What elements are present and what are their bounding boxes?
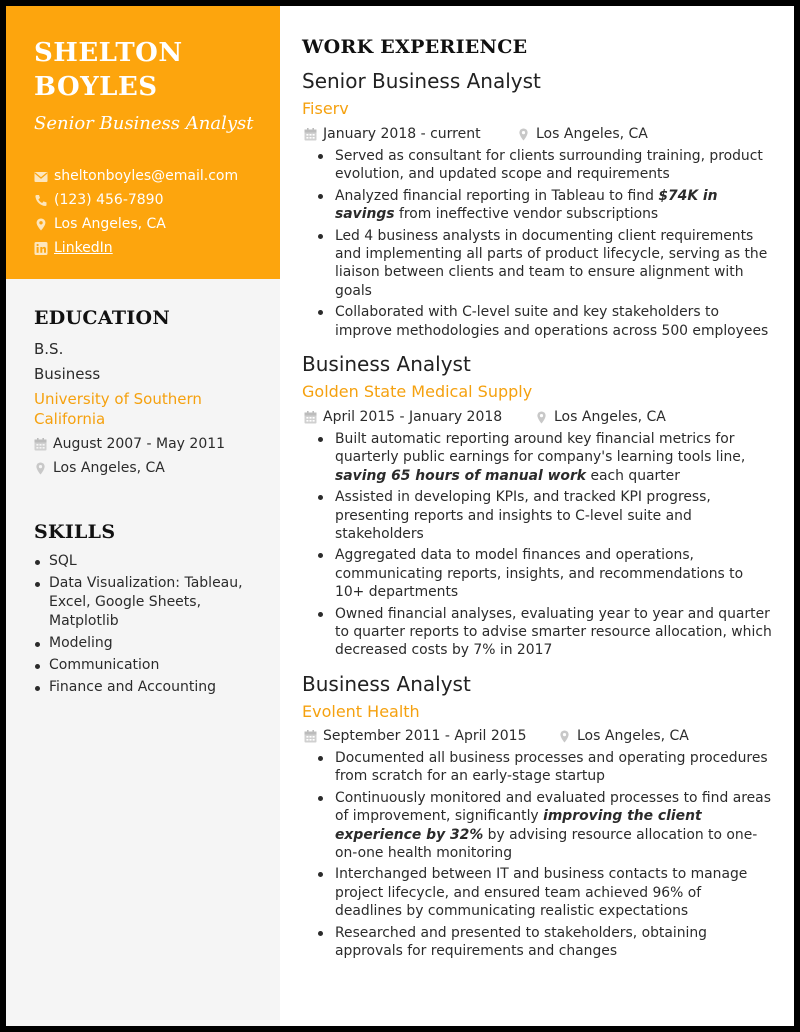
- job-title: Senior Business Analyst: [302, 69, 541, 93]
- experience-heading: WORK EXPERIENCE: [302, 36, 528, 58]
- map-pin-icon: [34, 462, 47, 475]
- education-field: Business: [34, 365, 101, 383]
- calendar-icon: [304, 128, 317, 141]
- job-title: Business Analyst: [302, 352, 471, 376]
- name-last: BOYLES: [34, 72, 158, 102]
- map-pin-icon: [517, 128, 530, 141]
- bullet-highlight: improving the client experience by 32%: [335, 808, 702, 843]
- job-bullets: [302, 430, 772, 663]
- job-bullets: [302, 749, 772, 963]
- candidate-title: Senior Business Analyst: [34, 113, 254, 134]
- name-first: SHELTON: [34, 38, 183, 68]
- skill-item: SQL: [34, 552, 264, 571]
- calendar-icon: [304, 730, 317, 743]
- skill-item: Communication: [34, 656, 264, 675]
- sidebar: [6, 6, 280, 1026]
- job-bullet: Assisted in developing KPIs, and tracked KPI progress, presenting reports and insights to C-level suite and stakeholders: [302, 488, 772, 543]
- job-dates-text: April 2015 - January 2018: [323, 409, 503, 425]
- calendar-icon: [34, 438, 47, 451]
- skills-list: [34, 552, 264, 700]
- envelope-icon: [34, 170, 48, 183]
- job-dates-text: January 2018 - current: [323, 126, 481, 142]
- education-heading: EDUCATION: [34, 307, 170, 329]
- job-bullet: Aggregated data to model finances and operations, communicating reports, insights, and recommendations to 10+ departments: [302, 546, 772, 601]
- education-degree: B.S.: [34, 340, 64, 358]
- job-location-text: Los Angeles, CA: [554, 409, 666, 425]
- job-bullet: Owned financial analyses, evaluating year to year and quarter to quarter reports to advise smarter resource allocation, which decreased costs by 7% in 2017: [302, 605, 772, 660]
- job-company: Fiserv: [302, 99, 349, 118]
- contact-phone[interactable]: [34, 189, 274, 211]
- job-bullet: Built automatic reporting around key financial metrics for quarterly public earnings for company's learning tools line, saving 65 hours of manual work each quarter: [302, 430, 772, 485]
- map-pin-icon: [34, 218, 48, 231]
- job-bullet: Interchanged between IT and business contacts to manage project lifecycle, and ensured team achieved 96% of deadlines by communicating realistic expectations: [302, 865, 772, 920]
- job-location-text: Los Angeles, CA: [577, 728, 689, 744]
- contact-email[interactable]: [34, 165, 274, 187]
- job-bullet: Served as consultant for clients surrounding training, product evolution, and updated scope and requirements: [302, 147, 772, 184]
- location-text: Los Angeles, CA: [54, 216, 166, 232]
- job-bullet: Led 4 business analysts in documenting client requirements and implementing all parts of product lifecycle, serving as the liaison between clients and team to ensure alignment with goals: [302, 227, 772, 301]
- skill-item: Data Visualization: Tableau, Excel, Google Sheets, Matplotlib: [34, 574, 264, 631]
- linkedin-link[interactable]: LinkedIn: [54, 240, 113, 256]
- bullet-highlight: saving 65 hours of manual work: [335, 467, 587, 484]
- education-school: University of Southern California: [34, 390, 202, 428]
- email-text: sheltonboyles@email.com: [54, 168, 239, 184]
- skill-item: Modeling: [34, 634, 264, 653]
- job-location-text: Los Angeles, CA: [536, 126, 648, 142]
- contact-linkedin[interactable]: [34, 237, 274, 259]
- job-bullet: Analyzed financial reporting in Tableau to find $74K in savings from ineffective vendor subscriptions: [302, 187, 772, 224]
- job-company: Evolent Health: [302, 702, 420, 721]
- header-block: [6, 6, 280, 279]
- job-bullet: Continuously monitored and evaluated processes to find areas of improvement, significantly improving the client experience by 32% by advising resource allocation to one-on-one health monitoring: [302, 789, 772, 863]
- job-company: Golden State Medical Supply: [302, 382, 533, 401]
- skill-item: Finance and Accounting: [34, 678, 264, 697]
- bullet-highlight: $74K in savings: [335, 187, 718, 223]
- map-pin-icon: [558, 730, 571, 743]
- skills-heading: SKILLS: [34, 521, 116, 543]
- candidate-name: [34, 36, 264, 104]
- education-location-text: Los Angeles, CA: [53, 460, 165, 476]
- job-dates-text: September 2011 - April 2015: [323, 728, 527, 744]
- contact-location: [34, 213, 274, 235]
- job-bullets: [302, 147, 772, 343]
- calendar-icon: [304, 411, 317, 424]
- job-bullet: Researched and presented to stakeholders, obtaining approvals for requirements and changes: [302, 924, 772, 961]
- phone-text: (123) 456-7890: [54, 192, 164, 208]
- linkedin-icon: [34, 242, 48, 255]
- job-bullet: Documented all business processes and operating procedures from scratch for an early-stage startup: [302, 749, 772, 786]
- job-title: Business Analyst: [302, 672, 471, 696]
- phone-icon: [34, 194, 48, 207]
- education-dates-text: August 2007 - May 2011: [53, 436, 226, 452]
- map-pin-icon: [535, 411, 548, 424]
- job-bullet: Collaborated with C-level suite and key stakeholders to improve methodologies and operations across 500 employees: [302, 303, 772, 340]
- resume-page: [6, 6, 794, 1026]
